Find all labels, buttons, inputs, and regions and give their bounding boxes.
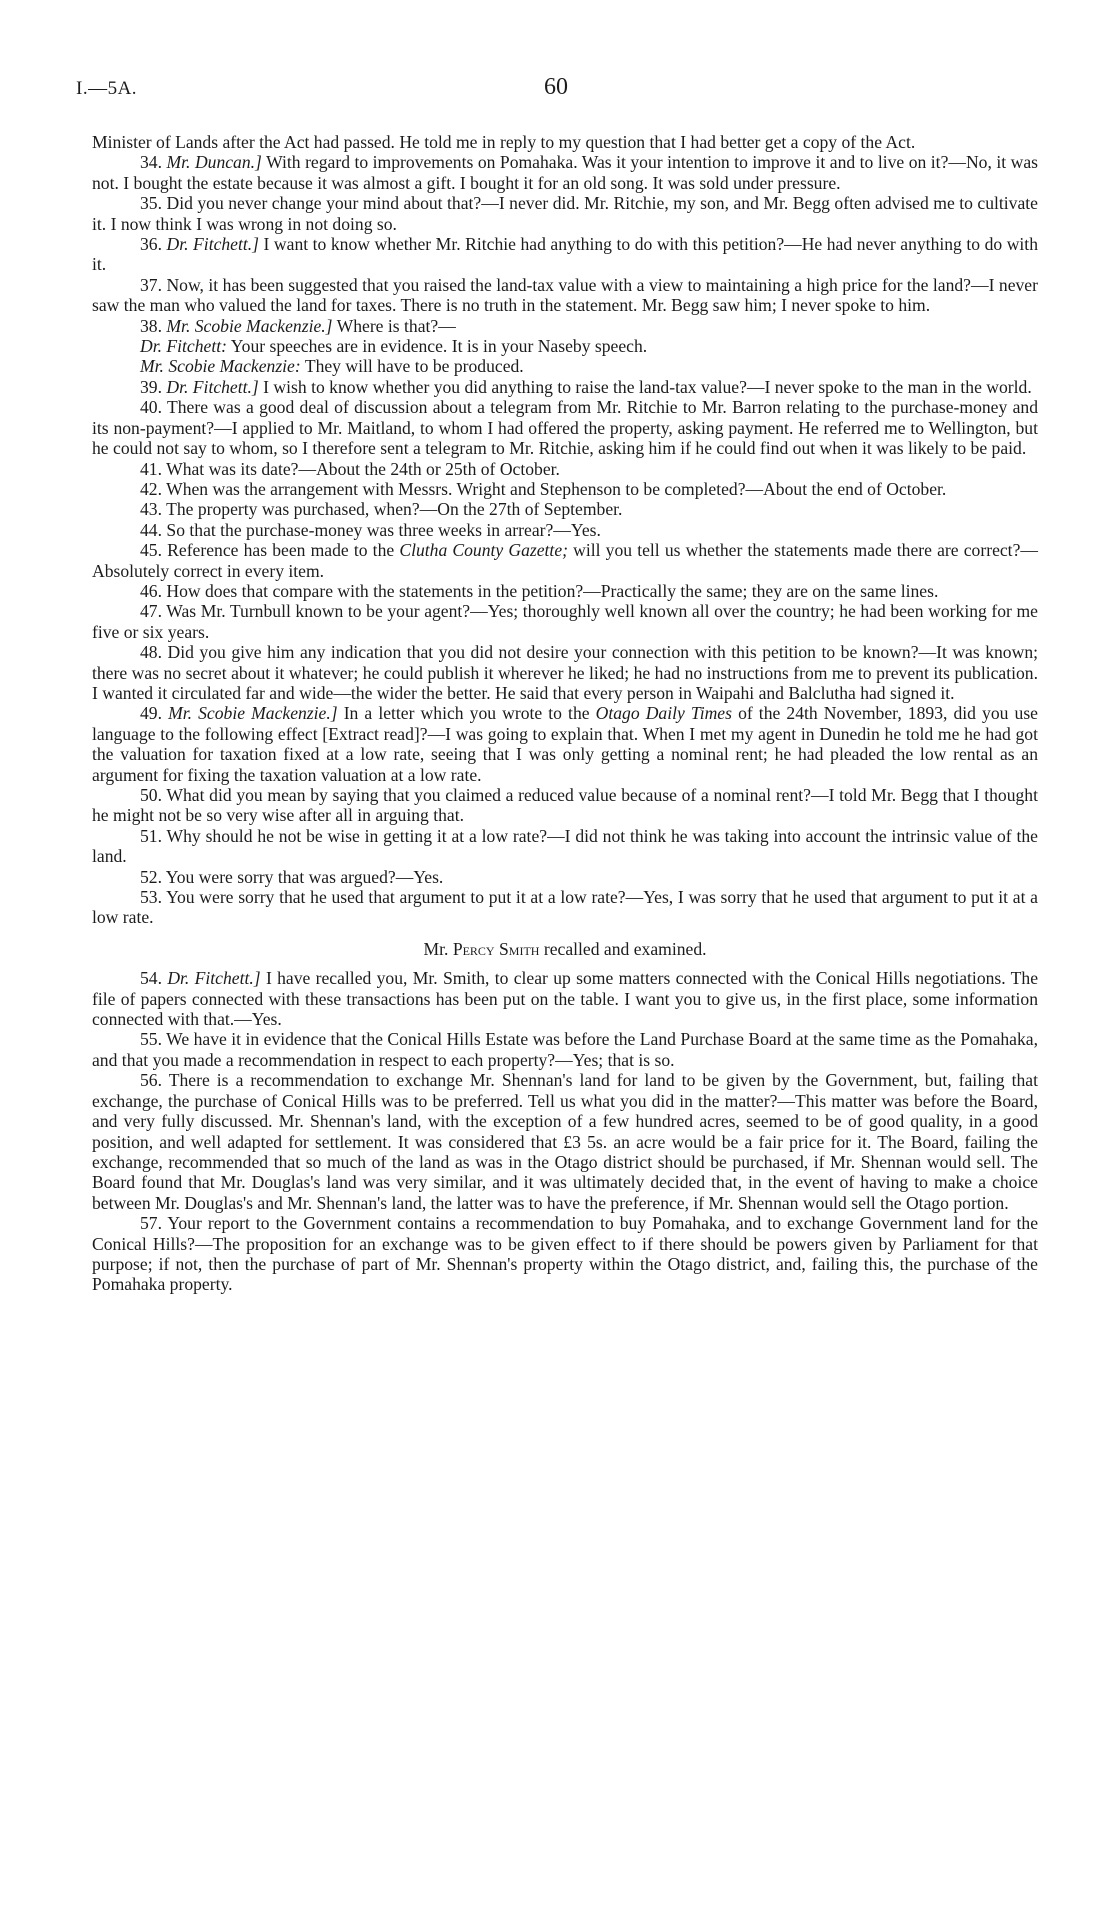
question-number: 52. <box>140 866 162 887</box>
testimony-paragraph <box>92 499 1038 519</box>
paragraph-text: Minister of Lands after the Act had passed. He told me in reply to my question that I had better get a copy of the Act. <box>92 132 916 152</box>
document-reference: I.—5A. <box>76 78 138 99</box>
paragraph-text: There is a recommendation to exchange Mr. Shennan's land for land to be given by the Government, but, failing that exchange, the purchase of Conical Hills was to be preferred. Tell us what you did in the matter?—This matter was before the Board, and very fully discussed. Mr. Shennan's land, with the exception of a few hundred acres, seemed to be of good quality, in a good position, and well adapted for settlement. It was considered that £3 5s. an acre would be a fair price for it. The Board, failing the exchange, recommended that so much of the land as was in the Otago district should be purchased, if Mr. Shennan would sell. The Board found that Mr. Douglas's land was very similar, and it was ultimately decided that, in the event of having to make a choice between Mr. Douglas's and Mr. Shennan's land, the latter was to have the preference, if Mr. Shennan would sell the Otago portion. <box>92 1070 1038 1213</box>
question-number: 36. <box>140 234 162 255</box>
testimony-paragraph <box>92 968 1038 1029</box>
testimony-paragraph <box>92 152 1038 193</box>
question-number: 45. <box>140 540 162 561</box>
paragraph-text: Reference has been made to the <box>167 540 395 561</box>
testimony-paragraph <box>92 826 1038 867</box>
speaker-name: Mr. Scobie Mackenzie.] <box>166 315 333 336</box>
speaker-name: Dr. Fitchett.] <box>166 376 259 397</box>
heading-suffix: recalled and examined. <box>543 938 707 959</box>
paragraph-text: You were sorry that was argued?—Yes. <box>165 866 444 887</box>
question-number: 55. <box>140 1029 162 1050</box>
testimony-paragraph <box>92 867 1038 887</box>
testimony-paragraph <box>92 1213 1038 1295</box>
question-number: 41. <box>140 458 162 479</box>
page-number: 60 <box>544 74 568 100</box>
testimony-paragraph <box>92 1029 1038 1070</box>
document-body <box>92 132 1038 1295</box>
paragraph-text: What was its date?—About the 24th or 25th of October. <box>166 458 560 479</box>
paragraph-text: Now, it has been suggested that you raised the land-tax value with a view to maintaining a high price for the land?—I never saw the man who valued the land for taxes. There is no truth in the statement. Mr. Begg saw him; I never spoke to him. <box>92 274 1038 316</box>
testimony-paragraph <box>92 316 1038 336</box>
paragraph-text: How does that compare with the statements in the petition?—Practically the same; they are on the same lines. <box>166 580 939 601</box>
paragraph-text: They will have to be produced. <box>304 356 524 377</box>
paragraph-text: With regard to improvements on Pomahaka. Was it your intention to improve it and to live on it?—No, it was not. I bought the estate because it was almost a gift. I bought it for an old song. It was sold under pressure. <box>92 152 1039 193</box>
question-number: 44. <box>140 519 162 540</box>
paragraph-text: Did you give him any indication that you did not desire your connection with this petition to be known?—It was known; there was no secret about it whatever; he could publish it wherever he liked; he had no instructions from me to prevent its publication. I wanted it circulated far and wide—the wider the better. He said that every person in Waipahi and Balclutha had signed it. <box>92 642 1038 703</box>
question-number: 49. <box>140 703 162 724</box>
speaker-name: Dr. Fitchett: <box>140 336 227 357</box>
publication-title: Clutha County Gazette; <box>399 540 568 561</box>
testimony-paragraph <box>92 377 1038 397</box>
question-number: 51. <box>140 825 162 846</box>
question-number: 35. <box>140 193 162 214</box>
testimony-paragraph <box>92 642 1038 703</box>
testimony-paragraph <box>92 520 1038 540</box>
question-number: 53. <box>140 887 162 908</box>
question-number: 40. <box>140 397 162 418</box>
question-number: 48. <box>140 642 162 663</box>
section-heading <box>92 939 1038 959</box>
paragraph-text: Did you never change your mind about that?—I never did. Mr. Ritchie, my son, and Mr. Begg often advised me to cultivate it. I now think I was wrong in not doing so. <box>92 193 1038 234</box>
paragraph-text: Was Mr. Turnbull known to be your agent?—Yes; thoroughly well known all over the country; he had been working for me five or six years. <box>92 601 1038 642</box>
question-number: 43. <box>140 499 162 520</box>
question-number: 46. <box>140 580 162 601</box>
paragraph-text-continued: will you tell us whether the statements made there are correct?—Absolutely correct in every item. <box>92 540 1038 581</box>
paragraph-text: I have recalled you, Mr. Smith, to clear up some matters connected with the Conical Hills negotiations. The file of papers connected with these transactions has been put on the table. I want you to give us, in the first place, some information connected with that.—Yes. <box>92 968 1039 1030</box>
question-number: 42. <box>140 478 162 499</box>
paragraph-text: I wish to know whether you did anything to raise the land-tax value?—I never spoke to the man in the world. <box>263 376 1032 397</box>
question-number: 47. <box>140 601 162 622</box>
testimony-paragraph <box>92 581 1038 601</box>
question-number: 57. <box>140 1213 162 1234</box>
testimony-paragraph <box>92 887 1038 928</box>
question-number: 39. <box>140 376 162 397</box>
paragraph-text: The property was purchased, when?—On the 27th of September. <box>166 499 623 520</box>
speaker-name: Mr. Duncan.] <box>166 152 262 173</box>
speaker-name: Mr. Scobie Mackenzie: <box>140 356 301 377</box>
testimony-paragraph <box>92 275 1038 316</box>
testimony-paragraph <box>92 601 1038 642</box>
testimony-paragraph <box>92 1070 1038 1213</box>
paragraph-text: In a letter which you wrote to the <box>343 703 590 724</box>
testimony-paragraph <box>92 193 1038 234</box>
paragraph-text: So that the purchase-money was three weeks in arrear?—Yes. <box>166 519 601 540</box>
speaker-name: Mr. Scobie Mackenzie.] <box>168 703 338 724</box>
paragraph-text: What did you mean by saying that you claimed a reduced value because of a nominal rent?—I told Mr. Begg that I thought he might not be so very wise after all in arguing that. <box>92 785 1038 826</box>
question-number: 50. <box>140 785 162 805</box>
paragraph-text-continued: of the 24th November, 1893, did you use language to the following effect [Extract read]?—I was going to explain that. When I met my agent in Dunedin he told me he had got the valuation for taxation fixed at a low rate, seeing that I was only getting a nominal rent; he had pleaded the low rental as an argument for fixing the taxation valuation at a low rate. <box>92 703 1038 785</box>
publication-title: Otago Daily Times <box>595 703 732 724</box>
paragraph-text: Where is that?— <box>336 315 456 336</box>
question-number: 38. <box>140 315 162 336</box>
testimony-paragraph <box>92 356 1038 376</box>
paragraph-text: There was a good deal of discussion about a telegram from Mr. Ritchie to Mr. Barron relating to the purchase-money and its non-payment?—I applied to Mr. Maitland, to whom I had offered the property, asking payment. He referred me to Wellington, but he could not say to whom, so I therefore sent a telegram to Mr. Ritchie, asking him if he could find out when it was likely to be paid. <box>92 397 1038 459</box>
question-number: 34. <box>140 152 162 173</box>
continued-paragraph <box>92 132 1038 152</box>
speaker-name: Dr. Fitchett.] <box>166 234 260 255</box>
heading-prefix: Mr. <box>423 938 449 959</box>
testimony-paragraph <box>92 336 1038 356</box>
testimony-paragraph <box>92 459 1038 479</box>
paragraph-text: I want to know whether Mr. Ritchie had anything to do with this petition?—He had never anything to do with it. <box>92 234 1038 275</box>
speaker-name: Dr. Fitchett.] <box>167 968 261 989</box>
testimony-paragraph <box>92 540 1038 581</box>
testimony-paragraph <box>92 234 1038 275</box>
question-number: 37. <box>140 274 162 295</box>
question-number: 54. <box>140 968 162 989</box>
question-number: 56. <box>140 1070 162 1091</box>
testimony-paragraph <box>92 785 1038 826</box>
testimony-paragraph <box>92 479 1038 499</box>
paragraph-text: Your report to the Government contains a recommendation to buy Pomahaka, and to exchange Government land for the Conical Hills?—The proposition for an exchange was to be given effect to if there should be powers given by Parliament for that purpose; if not, then the purchase of part of Mr. Shennan's property within the Otago district, and, failing this, the purchase of the Pomahaka property. <box>92 1213 1038 1295</box>
witness-name: Percy Smith <box>452 938 540 959</box>
paragraph-text: Your speeches are in evidence. It is in your Naseby speech. <box>230 336 648 357</box>
paragraph-text: When was the arrangement with Messrs. Wright and Stephenson to be completed?—About the end of October. <box>166 478 947 499</box>
paragraph-text: We have it in evidence that the Conical Hills Estate was before the Land Purchase Board at the same time as the Pomahaka, and that you made a recommendation in respect to each property?—Yes; that is so. <box>92 1029 1038 1070</box>
paragraph-text: Why should he not be wise in getting it at a low rate?—I did not think he was taking into account the intrinsic value of the land. <box>92 825 1038 867</box>
testimony-paragraph <box>92 397 1038 458</box>
testimony-paragraph <box>92 703 1038 785</box>
paragraph-text: You were sorry that he used that argument to put it at a low rate?—Yes, I was sorry that he used that argument to put it at a low rate. <box>92 887 1038 928</box>
page-header <box>76 74 1036 108</box>
